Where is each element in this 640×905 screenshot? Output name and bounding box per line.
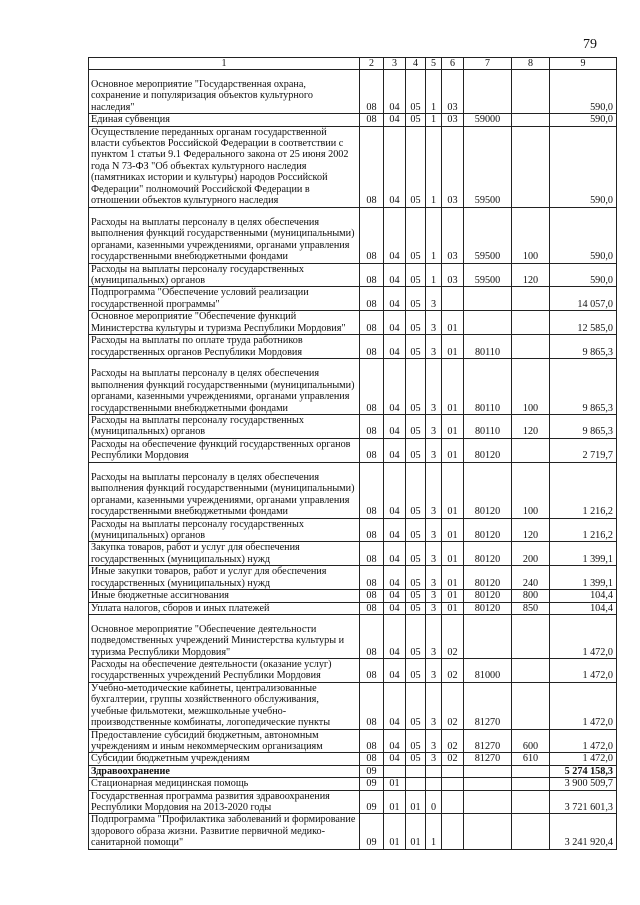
table-row — [89, 335, 617, 359]
cell-c4: 05 — [406, 729, 426, 753]
cell-c8 — [512, 311, 550, 335]
cell-c2: 08 — [360, 70, 384, 114]
cell-c2: 09 — [360, 790, 384, 814]
cell-c5: 1 — [426, 814, 442, 849]
cell-c5: 3 — [426, 566, 442, 590]
cell-c7: 80120 — [464, 542, 512, 566]
cell-c9: 104,4 — [550, 590, 617, 602]
cell-c3: 04 — [384, 70, 406, 114]
cell-c7 — [464, 287, 512, 311]
cell-c9: 104,4 — [550, 602, 617, 614]
cell-c3: 04 — [384, 590, 406, 602]
column-header: 4 — [406, 58, 426, 70]
cell-c4: 05 — [406, 566, 426, 590]
cell-c3: 04 — [384, 566, 406, 590]
cell-c9: 590,0 — [550, 263, 617, 287]
cell-c4: 05 — [406, 753, 426, 765]
cell-c2: 08 — [360, 462, 384, 518]
table-row — [89, 126, 617, 207]
cell-c3: 04 — [384, 114, 406, 126]
cell-c4: 05 — [406, 462, 426, 518]
cell-c5: 3 — [426, 518, 442, 542]
table-row — [89, 753, 617, 765]
cell-c6: 03 — [442, 207, 464, 263]
table-row — [89, 263, 617, 287]
cell-c4: 05 — [406, 518, 426, 542]
cell-c3: 04 — [384, 462, 406, 518]
cell-c3: 04 — [384, 207, 406, 263]
cell-c5: 1 — [426, 114, 442, 126]
cell-c4: 05 — [406, 70, 426, 114]
cell-c7 — [464, 814, 512, 849]
cell-c5: 3 — [426, 311, 442, 335]
cell-c2: 08 — [360, 311, 384, 335]
column-header: 9 — [550, 58, 617, 70]
cell-c9: 3 900 509,7 — [550, 778, 617, 790]
cell-c2: 08 — [360, 602, 384, 614]
table-row — [89, 790, 617, 814]
cell-c8 — [512, 126, 550, 207]
cell-c5: 3 — [426, 335, 442, 359]
cell-c8: 120 — [512, 518, 550, 542]
cell-c3 — [384, 765, 406, 777]
cell-c2: 08 — [360, 414, 384, 438]
cell-c8 — [512, 814, 550, 849]
cell-c7: 81270 — [464, 682, 512, 729]
cell-c5: 3 — [426, 438, 442, 462]
row-name: Расходы на выплаты персоналу в целях обеспечения выполнения функций государственными (муниципальными) органами, казенными учреждениями, органами управления государственными внебюджетными фондами — [89, 358, 360, 414]
cell-c2: 08 — [360, 114, 384, 126]
cell-c9: 1 472,0 — [550, 682, 617, 729]
cell-c5: 3 — [426, 602, 442, 614]
cell-c2: 08 — [360, 729, 384, 753]
cell-c8: 800 — [512, 590, 550, 602]
cell-c2: 08 — [360, 207, 384, 263]
column-header: 3 — [384, 58, 406, 70]
cell-c6: 01 — [442, 518, 464, 542]
row-name: Расходы на выплаты персоналу в целях обеспечения выполнения функций государственными (муниципальными) органами, казенными учреждениями, органами управления государственными внебюджетными фондами — [89, 462, 360, 518]
cell-c3: 04 — [384, 335, 406, 359]
budget-table — [88, 57, 617, 850]
cell-c6: 01 — [442, 335, 464, 359]
table-row — [89, 765, 617, 777]
cell-c7 — [464, 311, 512, 335]
cell-c9: 12 585,0 — [550, 311, 617, 335]
cell-c7: 80110 — [464, 358, 512, 414]
cell-c6: 02 — [442, 753, 464, 765]
cell-c3: 04 — [384, 753, 406, 765]
cell-c6: 01 — [442, 311, 464, 335]
cell-c4: 05 — [406, 207, 426, 263]
cell-c9: 9 865,3 — [550, 414, 617, 438]
cell-c8 — [512, 114, 550, 126]
cell-c8: 600 — [512, 729, 550, 753]
cell-c7 — [464, 790, 512, 814]
row-name: Государственная программа развития здравоохранения Республики Мордовия на 2013-2020 годы — [89, 790, 360, 814]
table-row — [89, 462, 617, 518]
cell-c9: 1 399,1 — [550, 566, 617, 590]
cell-c7: 59500 — [464, 207, 512, 263]
cell-c9: 590,0 — [550, 207, 617, 263]
cell-c2: 08 — [360, 518, 384, 542]
row-name: Стационарная медицинская помощь — [89, 778, 360, 790]
cell-c6: 03 — [442, 114, 464, 126]
cell-c8 — [512, 335, 550, 359]
cell-c4: 05 — [406, 358, 426, 414]
cell-c7: 59500 — [464, 126, 512, 207]
cell-c5: 3 — [426, 659, 442, 683]
cell-c5: 3 — [426, 542, 442, 566]
table-row — [89, 311, 617, 335]
cell-c9: 590,0 — [550, 70, 617, 114]
cell-c8 — [512, 790, 550, 814]
cell-c8: 240 — [512, 566, 550, 590]
row-name: Расходы на обеспечение функций государственных органов Республики Мордовия — [89, 438, 360, 462]
row-name: Единая субвенция — [89, 114, 360, 126]
table-row — [89, 814, 617, 849]
cell-c6: 01 — [442, 602, 464, 614]
cell-c4: 01 — [406, 790, 426, 814]
cell-c6: 02 — [442, 729, 464, 753]
cell-c2: 08 — [360, 590, 384, 602]
column-header: 8 — [512, 58, 550, 70]
cell-c7 — [464, 70, 512, 114]
cell-c3: 04 — [384, 287, 406, 311]
cell-c3: 04 — [384, 263, 406, 287]
header-row — [89, 58, 617, 70]
cell-c7: 80120 — [464, 566, 512, 590]
cell-c7: 81000 — [464, 659, 512, 683]
cell-c8: 850 — [512, 602, 550, 614]
cell-c9: 3 721 601,3 — [550, 790, 617, 814]
cell-c4: 05 — [406, 682, 426, 729]
cell-c9: 1 216,2 — [550, 462, 617, 518]
cell-c5 — [426, 778, 442, 790]
cell-c2: 08 — [360, 263, 384, 287]
cell-c5: 3 — [426, 462, 442, 518]
page-number: 79 — [583, 37, 597, 52]
cell-c5: 3 — [426, 753, 442, 765]
cell-c2: 08 — [360, 682, 384, 729]
cell-c2: 08 — [360, 438, 384, 462]
cell-c5: 1 — [426, 207, 442, 263]
row-name: Расходы на выплаты персоналу государственных (муниципальных) органов — [89, 518, 360, 542]
row-name: Субсидии бюджетным учреждениям — [89, 753, 360, 765]
row-name: Расходы на выплаты персоналу государственных (муниципальных) органов — [89, 414, 360, 438]
cell-c7: 80110 — [464, 414, 512, 438]
cell-c6: 03 — [442, 126, 464, 207]
cell-c7: 80110 — [464, 335, 512, 359]
cell-c2: 08 — [360, 615, 384, 659]
cell-c8: 200 — [512, 542, 550, 566]
cell-c8 — [512, 659, 550, 683]
cell-c9: 3 241 920,4 — [550, 814, 617, 849]
row-name: Подпрограмма "Профилактика заболеваний и формирование здорового образа жизни. Развитие первичной медико-санитарной помощи" — [89, 814, 360, 849]
cell-c3: 01 — [384, 814, 406, 849]
cell-c8 — [512, 682, 550, 729]
table-row — [89, 114, 617, 126]
cell-c4: 05 — [406, 126, 426, 207]
cell-c2: 09 — [360, 814, 384, 849]
cell-c9: 1 472,0 — [550, 615, 617, 659]
cell-c9: 590,0 — [550, 126, 617, 207]
cell-c7: 81270 — [464, 753, 512, 765]
cell-c7 — [464, 765, 512, 777]
cell-c3: 04 — [384, 615, 406, 659]
cell-c6: 01 — [442, 358, 464, 414]
cell-c3: 04 — [384, 542, 406, 566]
cell-c9: 2 719,7 — [550, 438, 617, 462]
cell-c6: 01 — [442, 438, 464, 462]
cell-c8: 120 — [512, 263, 550, 287]
table-row — [89, 566, 617, 590]
table-row — [89, 518, 617, 542]
table-row — [89, 438, 617, 462]
cell-c8: 610 — [512, 753, 550, 765]
cell-c6 — [442, 765, 464, 777]
row-name: Здравоохранение — [89, 765, 360, 777]
cell-c3: 04 — [384, 518, 406, 542]
cell-c3: 01 — [384, 790, 406, 814]
cell-c5: 3 — [426, 682, 442, 729]
row-name: Расходы на выплаты персоналу в целях обеспечения выполнения функций государственными (муниципальными) органами, казенными учреждениями, органами управления государственными внебюджетными фондами — [89, 207, 360, 263]
row-name: Уплата налогов, сборов и иных платежей — [89, 602, 360, 614]
cell-c3: 04 — [384, 438, 406, 462]
cell-c5: 3 — [426, 590, 442, 602]
row-name: Расходы на обеспечение деятельности (оказание услуг) государственных учреждений Республики Мордовия — [89, 659, 360, 683]
cell-c8: 100 — [512, 358, 550, 414]
column-header: 6 — [442, 58, 464, 70]
row-name: Иные закупки товаров, работ и услуг для обеспечения государственных (муниципальных) нужд — [89, 566, 360, 590]
table-row — [89, 602, 617, 614]
table-row — [89, 414, 617, 438]
cell-c6: 01 — [442, 566, 464, 590]
cell-c5: 3 — [426, 615, 442, 659]
cell-c8 — [512, 615, 550, 659]
cell-c2: 08 — [360, 542, 384, 566]
cell-c5: 3 — [426, 414, 442, 438]
cell-c5: 1 — [426, 70, 442, 114]
cell-c7: 80120 — [464, 518, 512, 542]
cell-c6: 03 — [442, 263, 464, 287]
cell-c3: 04 — [384, 659, 406, 683]
cell-c9: 1 399,1 — [550, 542, 617, 566]
cell-c5: 3 — [426, 358, 442, 414]
cell-c5: 3 — [426, 287, 442, 311]
cell-c8: 120 — [512, 414, 550, 438]
table-row — [89, 778, 617, 790]
cell-c4: 05 — [406, 335, 426, 359]
cell-c4: 05 — [406, 287, 426, 311]
cell-c4 — [406, 778, 426, 790]
cell-c7: 59500 — [464, 263, 512, 287]
cell-c2: 09 — [360, 778, 384, 790]
cell-c3: 04 — [384, 358, 406, 414]
cell-c6 — [442, 790, 464, 814]
cell-c8: 100 — [512, 462, 550, 518]
table-row — [89, 70, 617, 114]
table-row — [89, 659, 617, 683]
table-row — [89, 729, 617, 753]
table-row — [89, 615, 617, 659]
cell-c4: 01 — [406, 814, 426, 849]
cell-c6 — [442, 778, 464, 790]
row-name: Расходы на выплаты по оплате труда работников государственных органов Республики Мордовия — [89, 335, 360, 359]
cell-c2: 08 — [360, 659, 384, 683]
cell-c6: 01 — [442, 414, 464, 438]
cell-c5: 0 — [426, 790, 442, 814]
cell-c4 — [406, 765, 426, 777]
cell-c3: 04 — [384, 602, 406, 614]
row-name: Основное мероприятие "Обеспечение функций Министерства культуры и туризма Республики Мордовия" — [89, 311, 360, 335]
column-header: 1 — [89, 58, 360, 70]
cell-c9: 5 274 158,3 — [550, 765, 617, 777]
cell-c5 — [426, 765, 442, 777]
cell-c7: 59000 — [464, 114, 512, 126]
cell-c2: 08 — [360, 126, 384, 207]
cell-c4: 05 — [406, 311, 426, 335]
cell-c6: 01 — [442, 542, 464, 566]
cell-c8 — [512, 70, 550, 114]
cell-c9: 9 865,3 — [550, 358, 617, 414]
cell-c7: 80120 — [464, 590, 512, 602]
cell-c9: 1 472,0 — [550, 729, 617, 753]
cell-c6: 02 — [442, 682, 464, 729]
table-row — [89, 682, 617, 729]
cell-c7: 80120 — [464, 438, 512, 462]
cell-c2: 08 — [360, 753, 384, 765]
cell-c5: 1 — [426, 126, 442, 207]
cell-c6: 02 — [442, 659, 464, 683]
cell-c4: 05 — [406, 590, 426, 602]
cell-c5: 3 — [426, 729, 442, 753]
cell-c4: 05 — [406, 659, 426, 683]
cell-c8 — [512, 438, 550, 462]
cell-c7: 80120 — [464, 462, 512, 518]
row-name: Учебно-методические кабинеты, централизованные бухгалтерии, группы хозяйственного обслуживания, учебные фильмотеки, межшкольные учебно-производственные комбинаты, логопедические пункты — [89, 682, 360, 729]
cell-c4: 05 — [406, 438, 426, 462]
cell-c2: 08 — [360, 358, 384, 414]
cell-c3: 04 — [384, 729, 406, 753]
table-row — [89, 590, 617, 602]
cell-c6 — [442, 814, 464, 849]
column-header: 7 — [464, 58, 512, 70]
cell-c9: 590,0 — [550, 114, 617, 126]
cell-c7: 81270 — [464, 729, 512, 753]
column-header: 5 — [426, 58, 442, 70]
cell-c2: 08 — [360, 287, 384, 311]
row-name: Основное мероприятие "Обеспечение деятельности подведомственных учреждений Министерства культуры и туризма Республики Мордовия" — [89, 615, 360, 659]
table-row — [89, 207, 617, 263]
cell-c4: 05 — [406, 414, 426, 438]
cell-c7 — [464, 615, 512, 659]
cell-c6: 02 — [442, 615, 464, 659]
cell-c5: 1 — [426, 263, 442, 287]
cell-c6 — [442, 287, 464, 311]
cell-c6: 03 — [442, 70, 464, 114]
cell-c2: 08 — [360, 566, 384, 590]
table-row — [89, 358, 617, 414]
row-name: Расходы на выплаты персоналу государственных (муниципальных) органов — [89, 263, 360, 287]
row-name: Основное мероприятие "Государственная охрана, сохранение и популяризация объектов культурного наследия" — [89, 70, 360, 114]
cell-c4: 05 — [406, 542, 426, 566]
cell-c8 — [512, 287, 550, 311]
row-name: Иные бюджетные ассигнования — [89, 590, 360, 602]
cell-c8 — [512, 765, 550, 777]
cell-c9: 1 216,2 — [550, 518, 617, 542]
cell-c3: 04 — [384, 311, 406, 335]
cell-c7: 80120 — [464, 602, 512, 614]
cell-c6: 01 — [442, 462, 464, 518]
cell-c4: 05 — [406, 615, 426, 659]
cell-c7 — [464, 778, 512, 790]
cell-c9: 9 865,3 — [550, 335, 617, 359]
cell-c3: 04 — [384, 414, 406, 438]
cell-c4: 05 — [406, 602, 426, 614]
cell-c8: 100 — [512, 207, 550, 263]
row-name: Подпрограмма "Обеспечение условий реализации государственной программы" — [89, 287, 360, 311]
cell-c2: 08 — [360, 335, 384, 359]
row-name: Осуществление переданных органам государственной власти субъектов Российской Федерации в соответствии с пунктом 1 статьи 9.1 Федерального закона от 25 июня 2002 года N 73-ФЗ "Об объектах культурного наследия (памятниках истории и культуры) народов Российской Федерации" полномочий Российской Федерации в отношении объектов культурного наследия — [89, 126, 360, 207]
row-name: Предоставление субсидий бюджетным, автономным учреждениям и иным некоммерческим организациям — [89, 729, 360, 753]
cell-c3: 04 — [384, 682, 406, 729]
row-name: Закупка товаров, работ и услуг для обеспечения государственных (муниципальных) нужд — [89, 542, 360, 566]
table-row — [89, 542, 617, 566]
cell-c4: 05 — [406, 263, 426, 287]
cell-c8 — [512, 778, 550, 790]
column-header: 2 — [360, 58, 384, 70]
cell-c3: 04 — [384, 126, 406, 207]
cell-c4: 05 — [406, 114, 426, 126]
cell-c2: 09 — [360, 765, 384, 777]
table-row — [89, 287, 617, 311]
cell-c3: 01 — [384, 778, 406, 790]
cell-c9: 1 472,0 — [550, 753, 617, 765]
cell-c9: 1 472,0 — [550, 659, 617, 683]
cell-c6: 01 — [442, 590, 464, 602]
cell-c9: 14 057,0 — [550, 287, 617, 311]
